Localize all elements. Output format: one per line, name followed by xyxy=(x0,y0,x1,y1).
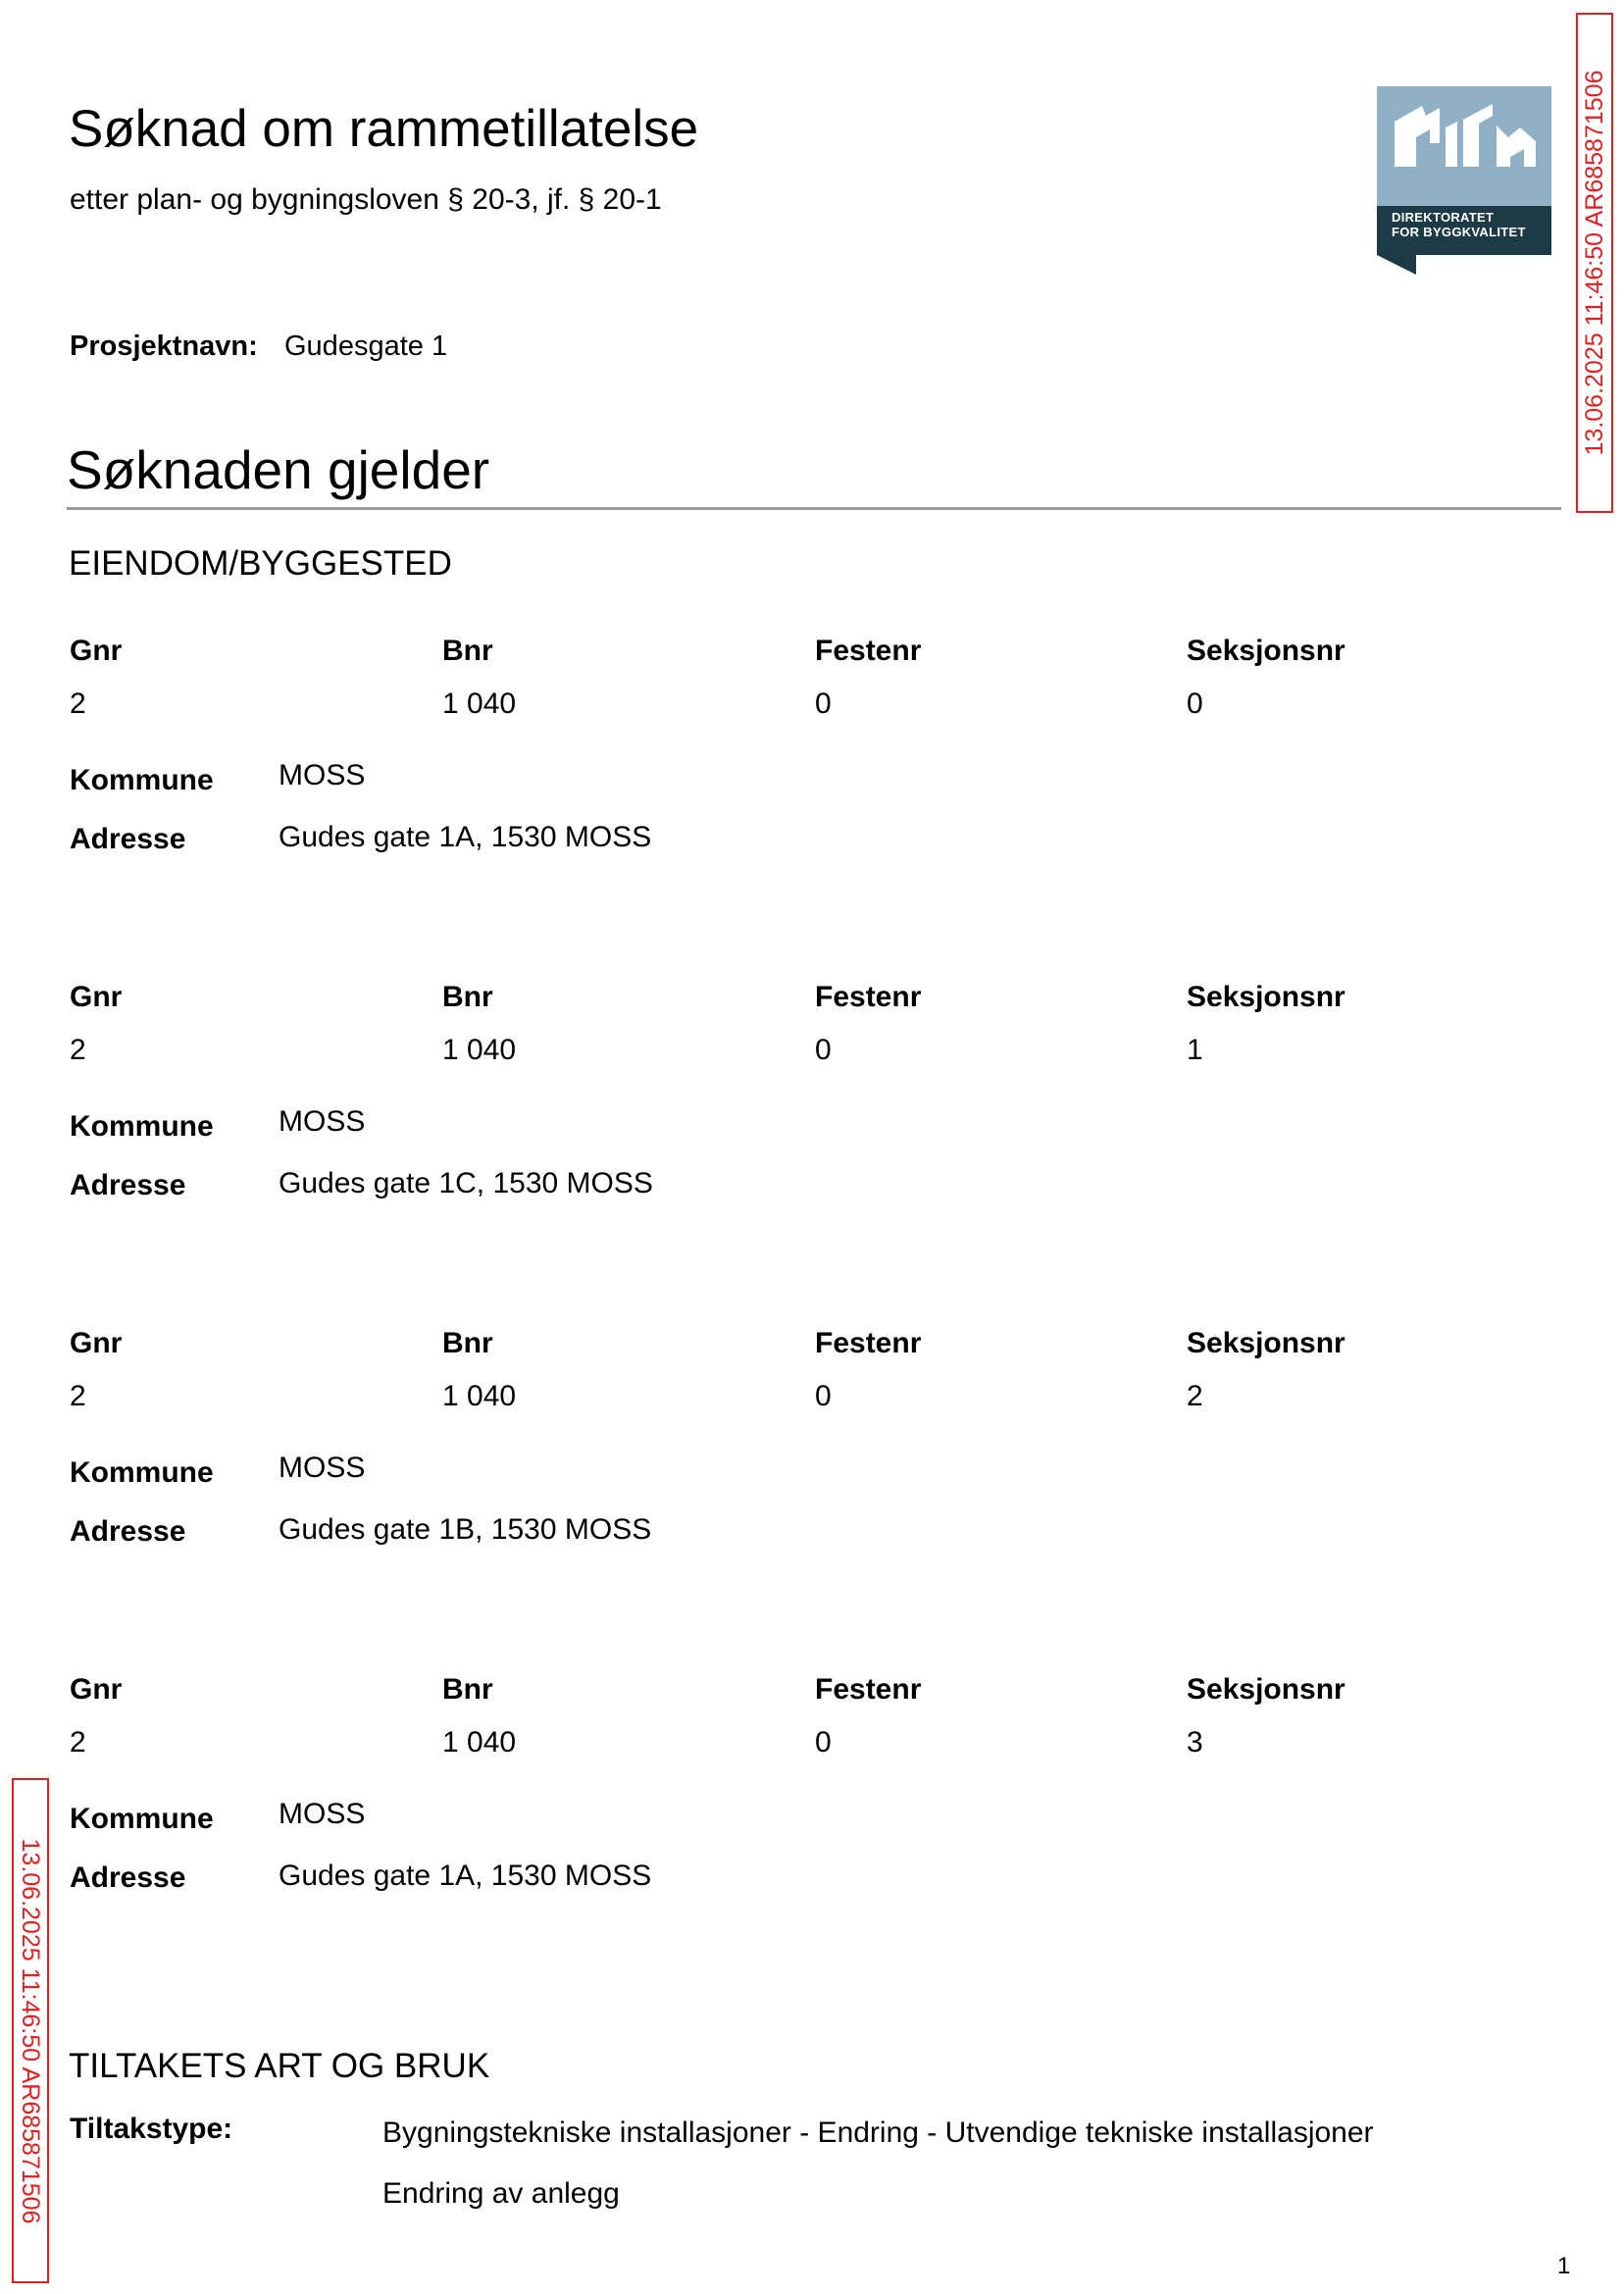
festenr-header: Festenr xyxy=(815,1327,922,1359)
bnr-value: 1 040 xyxy=(442,1380,517,1412)
bnr-header: Bnr xyxy=(442,1673,493,1706)
property-block xyxy=(70,1325,1541,1619)
festenr-header: Festenr xyxy=(815,981,922,1013)
adresse-value: Gudes gate 1C, 1530 MOSS xyxy=(279,1167,653,1199)
tiltakstype-value-1: Bygningstekniske installasjoner - Endring - Utvendige tekniske installasjoner xyxy=(382,2116,1374,2149)
tiltakstype-value-2: Endring av anlegg xyxy=(382,2177,620,2210)
property-block xyxy=(70,633,1541,927)
seksjonsnr-header: Seksjonsnr xyxy=(1187,1327,1345,1359)
kommune-value: MOSS xyxy=(279,1798,366,1830)
kommune-label: Kommune xyxy=(70,1803,214,1835)
bnr-value: 1 040 xyxy=(442,1726,517,1759)
bnr-header: Bnr xyxy=(442,981,493,1013)
festenr-value: 0 xyxy=(815,688,832,720)
timestamp-stamp-left xyxy=(12,1778,49,2283)
gnr-header: Gnr xyxy=(70,635,123,667)
festenr-value: 0 xyxy=(815,1726,832,1759)
tiltak-heading: TILTAKETS ART OG BRUK xyxy=(69,2047,490,2085)
project-name-label: Prosjektnavn: xyxy=(70,331,258,362)
kommune-value: MOSS xyxy=(279,1105,366,1138)
project-name-value: Gudesgate 1 xyxy=(284,331,448,362)
gnr-value: 2 xyxy=(70,1034,86,1066)
kommune-label: Kommune xyxy=(70,1110,214,1143)
seksjonsnr-value: 2 xyxy=(1187,1380,1203,1412)
timestamp-stamp-right xyxy=(1576,13,1613,513)
tiltakstype-label: Tiltakstype: xyxy=(70,2113,233,2145)
adresse-label: Adresse xyxy=(70,823,186,855)
adresse-value: Gudes gate 1B, 1530 MOSS xyxy=(279,1513,652,1546)
bnr-value: 1 040 xyxy=(442,688,517,720)
gnr-value: 2 xyxy=(70,688,86,720)
adresse-value: Gudes gate 1A, 1530 MOSS xyxy=(279,1860,652,1892)
kommune-label: Kommune xyxy=(70,1456,214,1489)
page-number: 1 xyxy=(1557,2253,1571,2279)
gnr-header: Gnr xyxy=(70,1327,123,1359)
festenr-value: 0 xyxy=(815,1380,832,1412)
festenr-value: 0 xyxy=(815,1034,832,1066)
seksjonsnr-value: 3 xyxy=(1187,1726,1203,1759)
timestamp-stamp-right-text: 13.06.2025 11:46:50 AR685871506 xyxy=(1581,70,1608,456)
section-divider xyxy=(67,507,1561,510)
gnr-value: 2 xyxy=(70,1380,86,1412)
gnr-header: Gnr xyxy=(70,981,123,1013)
festenr-header: Festenr xyxy=(815,635,922,667)
gnr-value: 2 xyxy=(70,1726,86,1759)
seksjonsnr-header: Seksjonsnr xyxy=(1187,1673,1345,1706)
dibk-logo xyxy=(1377,86,1551,275)
seksjonsnr-value: 1 xyxy=(1187,1034,1203,1066)
bnr-value: 1 040 xyxy=(442,1034,517,1066)
eiendom-heading: EIENDOM/BYGGESTED xyxy=(69,544,452,583)
bnr-header: Bnr xyxy=(442,635,493,667)
adresse-label: Adresse xyxy=(70,1169,186,1201)
seksjonsnr-value: 0 xyxy=(1187,688,1203,720)
document-subtitle: etter plan- og bygningsloven § 20-3, jf. § 20-1 xyxy=(70,183,662,216)
kommune-value: MOSS xyxy=(279,1452,366,1484)
section-title: Søknaden gjelder xyxy=(67,439,490,500)
seksjonsnr-header: Seksjonsnr xyxy=(1187,981,1345,1013)
adresse-value: Gudes gate 1A, 1530 MOSS xyxy=(279,821,652,853)
logo-line-1: DIREKTORATET xyxy=(1392,210,1495,225)
property-block xyxy=(70,979,1541,1273)
festenr-header: Festenr xyxy=(815,1673,922,1706)
bnr-header: Bnr xyxy=(442,1327,493,1359)
property-block xyxy=(70,1671,1541,1965)
kommune-value: MOSS xyxy=(279,759,366,791)
document-title: Søknad om rammetillatelse xyxy=(69,100,699,158)
dibk-logo-graphic xyxy=(1377,86,1551,275)
kommune-label: Kommune xyxy=(70,764,214,796)
logo-line-2: FOR BYGGKVALITET xyxy=(1392,225,1526,239)
timestamp-stamp-left-text: 13.06.2025 11:46:50 AR685871506 xyxy=(17,1838,44,2223)
gnr-header: Gnr xyxy=(70,1673,123,1706)
seksjonsnr-header: Seksjonsnr xyxy=(1187,635,1345,667)
adresse-label: Adresse xyxy=(70,1515,186,1548)
adresse-label: Adresse xyxy=(70,1861,186,1894)
